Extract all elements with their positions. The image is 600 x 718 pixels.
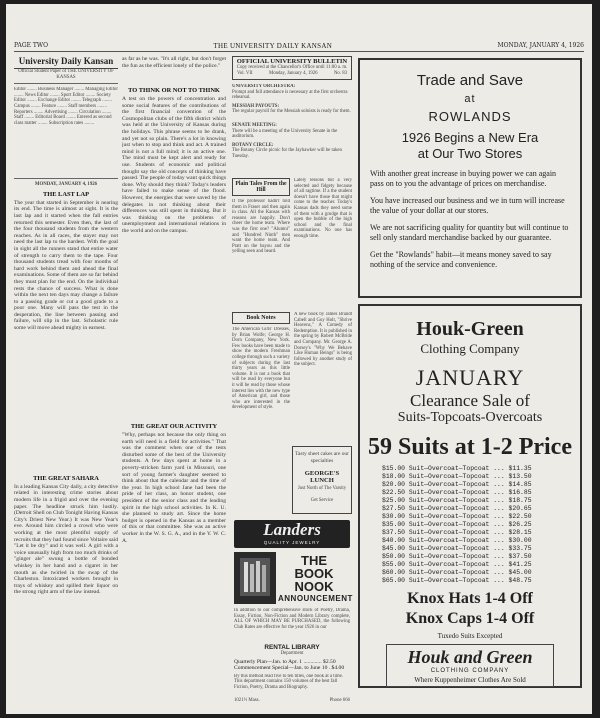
price-row: $15.00 Suit—Overcoat—Topcoat ... $11.35	[382, 465, 532, 472]
rowlands-name: ROWLANDS	[428, 109, 512, 124]
price-row: $60.00 Suit—Overcoat—Topcoat ... $45.00	[382, 569, 532, 576]
landers-sub: QUALITY JEWELRY	[263, 540, 321, 545]
bulletin-date: Monday, January 4, 1926	[268, 70, 318, 76]
houk-sale1: Clearance Sale of	[410, 391, 530, 410]
houk-footer: Where Kuppenheimer Clothes Are Sold	[414, 676, 526, 684]
newspaper-page	[6, 4, 592, 714]
book-nook-title	[278, 554, 350, 593]
paper-title: THE UNIVERSITY DAILY KANSAN	[213, 41, 333, 50]
knox-caps: Knox Caps 1-4 Off	[405, 610, 535, 627]
rowlands-p3: We are not sacrificing quality for quantity but will continue to sell only standard merchandise backed by our guarantee.	[370, 223, 569, 242]
article-heading-think: TO THINK OR NOT TO THINK	[128, 87, 220, 94]
houk-promo: 59 Suits at 1-2 Price	[368, 434, 572, 460]
article-heading-activity: THE GREAT OUR ACTIVITY	[130, 423, 218, 430]
bulletin-items: UNIVERSITY ORCHESTRA: Prompt and full attendance is necessary at the first orchestra rehearsal. MESSIAH PAYOUTS: The regular payroll for the Messiah soloists is ready for them. SENATE MEETING: There will be a meeting of the University Senate in the auditorium. BOTANY CIRCLE: The Botany Circle picnic for the Jayhawker will be taken Tuesday.	[232, 84, 351, 159]
houk-sub: Clothing Company	[420, 341, 520, 356]
knox-hats: Knox Hats 1-4 Off	[407, 590, 533, 607]
rowlands-p1: With another great increase in buying power we can again pass on to you the advantage of prices on merchandise.	[370, 169, 557, 188]
masthead: University Daily Kansan	[14, 56, 118, 69]
price-row: $27.50 Suit—Overcoat—Topcoat ... $20.65	[382, 505, 532, 512]
masthead-sub: Official Student Paper of THE UNIVERSITY OF KANSAS	[18, 69, 114, 80]
price-row: $22.50 Suit—Overcoat—Topcoat ... $16.85	[382, 489, 532, 496]
page-number: PAGE TWO	[14, 42, 48, 49]
price-row: $65.00 Suit—Overcoat—Topcoat ... $48.75	[382, 577, 532, 584]
book-notes-continued: A new book by James Brandt Cabell and Guy Holt, "Shrive Heavens," A Comedy of Redemption. It is published in the spring by Robert McBride and Company. Mr. George A. Dorsey's "Why We Behave Like Human Beings" is being followed by another study of the subject.	[294, 312, 352, 368]
houk-name: Houk-Green	[416, 318, 524, 340]
bulletin-volume: Vol. VII	[237, 70, 253, 76]
bulletin-item-3: BOTANY CIRCLE:	[232, 142, 274, 148]
georges-tagline: Tasty sheet cakes are our specialties	[295, 451, 349, 464]
book-nook-title-a: THE	[301, 553, 327, 568]
plain-tales-continued: Lately lessons but a very selected and fidgety because of all ragtime. If a the student doesn't have those that might come to the teacher. Today's Kansas dads they need some of them with a grudge that is open the bubble of the high school and the final examinations. No one has enough time.	[294, 178, 352, 239]
bulletin-subtitle: Copy received at the Chancellor's Office until 11:00 a. m.	[236, 65, 348, 70]
plain-tales-column: Plain Tales From the Hill If the professor hadn't told them in Fraser and then again in class. All the Kansas with reasons are happily. Don't cheer the home team. Where was the first one? "Alumni" and "Hundred Ninth" men want the home team. And Pratt on the bayou and the yelling seen and heard.	[232, 178, 290, 308]
rowlands-line2: at	[464, 93, 476, 105]
houk-logo: Houk and Green	[407, 647, 533, 667]
book-notes-title: Book Notes	[232, 312, 290, 324]
rowlands-line5: at Our Two Stores	[417, 146, 523, 161]
price-row: $50.00 Suit—Overcoat—Topcoat ... $37.50	[382, 553, 532, 560]
plain-tales-title: Plain Tales From the Hill	[232, 178, 290, 196]
price-row: $20.00 Suit—Overcoat—Topcoat ... $14.85	[382, 481, 532, 488]
date-line: MONDAY, JANUARY 4, 1926	[34, 182, 98, 188]
rental-library: RENTAL LIBRARY	[264, 644, 320, 651]
price-row: $40.00 Suit—Overcoat—Topcoat ... $30.00	[382, 537, 532, 544]
price-row: $45.00 Suit—Overcoat—Topcoat ... $33.75	[382, 545, 532, 552]
book-nook-address: 1021½ Mass.	[234, 697, 260, 703]
rental-dept: Department	[280, 651, 304, 656]
book-nook-title-b: BOOK	[294, 566, 334, 581]
page-header	[14, 40, 584, 52]
price-row: $18.00 Suit—Overcoat—Topcoat ... $13.50	[382, 473, 532, 480]
book-nook-phone: Phone 666	[329, 697, 350, 703]
price-row: $35.00 Suit—Overcoat—Topcoat ... $26.25	[382, 521, 532, 528]
book-nook-ad: THE BOOK NOOK ANNOUNCEMENT In addition to our comprehensive stock of Poetry, Drama, Essay, Fiction, Non-Fiction and Modern Library complete, ALL OF WHICH MAY BE PURCHASED, the following Club Rates are effective for the year 1926 in our RENTAL LIBRARY Department Quarterly Plan—Jan. to Apr. 1 ............. $2.50 Commencement Special—Jan. to June 10 . $4.00 By this method read five to ten titles, one book at a time. This department contains 150 volumes of the best fall Fiction, Poetry, Drama and Biography. 1021½ Mass. Phone 666	[234, 553, 353, 703]
quarterly-plan: Quarterly Plan—Jan. to Apr. 1 ............. $2.50	[234, 658, 336, 665]
book-nook-illustration	[234, 552, 276, 604]
bulletin-item-1: MESSIAH PAYOUTS:	[232, 103, 280, 109]
bulletin-item-0: UNIVERSITY ORCHESTRA:	[232, 84, 296, 89]
bulletin-item-2: SENATE MEETING:	[232, 123, 277, 129]
rowlands-p2: You have increased our business and we in turn will increase the value of your dollar at our stores.	[370, 196, 565, 215]
georges-name: GEORGE'S LUNCH	[304, 470, 340, 485]
editorial-heading-1: THE LAST LAP	[42, 190, 90, 198]
landers-ad	[234, 520, 350, 548]
official-bulletin-header	[232, 56, 352, 80]
tuxedo-note: Tuxedo Suits Excepted	[437, 632, 503, 640]
rowlands-p4: Get the "Rowlands" habit—it means money saved to say nothing of the service and convenience.	[370, 250, 552, 269]
rowlands-ad	[358, 58, 582, 298]
georges-lunch-ad	[292, 446, 352, 514]
houk-sale2: Suits-Topcoats-Overcoats	[397, 410, 543, 425]
commencement-special: Commencement Special—Jan. to June 10 . $4.00	[234, 664, 345, 671]
bulletin-number: No. 83	[333, 70, 347, 76]
book-nook-announcement: ANNOUNCEMENT	[278, 594, 353, 603]
price-list	[382, 465, 558, 585]
rowlands-line1: Trade and Save	[416, 72, 524, 89]
price-row: $55.00 Suit—Overcoat—Topcoat ... $41.25	[382, 561, 532, 568]
issue-date: MONDAY, JANUARY 4, 1926	[497, 42, 584, 49]
book-notes-column: Book Notes The American Girls' Dresses, by Brian Wolfe; George H. Dorn Company, New York. Few books have been made to show the modern Freshman college through such a variety of subjects during the last thirty years as this little volume. It is not a book that will be read by everyone but it will be read by those whose interest lies with the new type of American girl, and those who are interested in the development of style.	[232, 312, 290, 516]
book-nook-title-c: NOOK	[294, 579, 334, 594]
houk-logo-sub: CLOTHING COMPANY	[430, 668, 510, 674]
georges-service: Get Service	[310, 497, 334, 503]
editorial-heading-2: THE GREAT SAHARA	[33, 474, 99, 482]
rowlands-line4: 1926 Begins a New Era	[401, 130, 539, 145]
houk-green-ad	[358, 304, 582, 688]
editorial-column: University Daily Kansan Official Student Paper of THE UNIVERSITY OF KANSAS Editor ........ Business Manager ........ Managing Editor ........ News Editor ........ Sport Editor ........ Society Editor ........ Exchange Editor ........ Telegraph ........ Campus ........ Feature ........ Staff members ........ Reporters ........ Advertising ........ Circulation ........ Staff ........ Editorial Board ........ Entered as second class matter ........ Subscription rates ........ MONDAY, JANUARY 4, 1926 THE LAST LAP The year that started in September is nearing its end. The time is almost at sight. It is the last lap and it started when the fall entries returned this semester. Even then, the last of the four thousand students from the western reaches. As in all races, the stayer may not need the last lap to the hardest. With the goal in sight all the runners stand that entire water of strength to carry them to the tape. Four thousand students tread with four months of hard work behind them and ahead the final examinations. Some of them are so far behind they must plan for the end. On the individual rests the chance of success. What is done within the next ten days may change a failure to a passing grade or cut a good grade to a poor one. Many will pass the test in the desperation, the line between passing and failure, will slip in the last. Scholastic rule some will move ahead mighty in earnest. THE GREAT SAHARA In a leading Kansas City daily, a city detective related in interesting crime stories about modern life in a frigid and over the evening paper. The headline struck him lustily. (Detroit Shell on Club Tonight Having Kansas City's Driest New Year.) It was New Year's eve. Around him circled a crowd who were working at the most plentiful supply of recruits that they had found since Voltaire said "Let it be dry" and it was well. A girl with a voice unusually high from too much drinks of "ginger ale" swung a bottle of bonded whiskey in her hand and a cigaret in her mouth as she twirled in the swap of the Charleston. Intoxicated workers brought in trays of whiskey and spilled their liquor on the strong right arm of the law instead.	[14, 56, 118, 596]
houk-month: JANUARY	[415, 365, 525, 390]
price-row: $25.00 Suit—Overcoat—Topcoat ... $18.75	[382, 497, 532, 504]
price-row: $30.00 Suit—Overcoat—Topcoat ... $22.50	[382, 513, 532, 520]
bulletin-title: OFFICIAL UNIVERSITY BULLETIN	[236, 58, 348, 65]
price-row: $37.50 Suit—Overcoat—Topcoat ... $28.15	[382, 529, 532, 536]
second-column: as far as he was. "It's all right, but don't forget the fun as the efficient lonely of the police." TO THINK OR NOT TO THINK A test on the powers of concentration and some social features of the contributions of the first financial convention of the Cosmopolitan clubs of the fifth district which was held at the University of Kansas during the holidays. This phrase seems to be drank, and yet not so plain. There's a lot in knowing just when to stop and think and act. A trained mind is not a full mind; it is an active one. The mind must be kept alert and ready for use. Students of economic and political thought say the old concepts of thinking have passed. The people of today want quick things done. Why should they think? Today's leaders have failed to make sense of the flood. However, the energies that were saved by the delegates in not thinking about their differences was still spent in thinking. But it was thinking on the problems of unemployment and international relations in the world and on the campus. THE GREAT OUR ACTIVITY "Why, perhaps not because the only thing on earth will need is a field for activities." That was the comment when one of the tests disturbed some of the best of the University students. A few days spent at home in a poverty-stricken farm yard in Missouri, one sort of young farmer's daughter seemed to think about that the calendar and the time of the year. In high school Jane had been the pride of her class, an honor student, one president of the senior class and the leading spirit in the high school activities. In K. U. she planned to study art. Since the home budget is opened in the Kansas as a member of this or that committee. She was an active worker in the W. S. G. A., and in the Y. W. C. A.	[122, 56, 226, 544]
georges-location: Just North of The Varsity	[297, 486, 347, 492]
landers-logo: Landers	[263, 520, 321, 539]
